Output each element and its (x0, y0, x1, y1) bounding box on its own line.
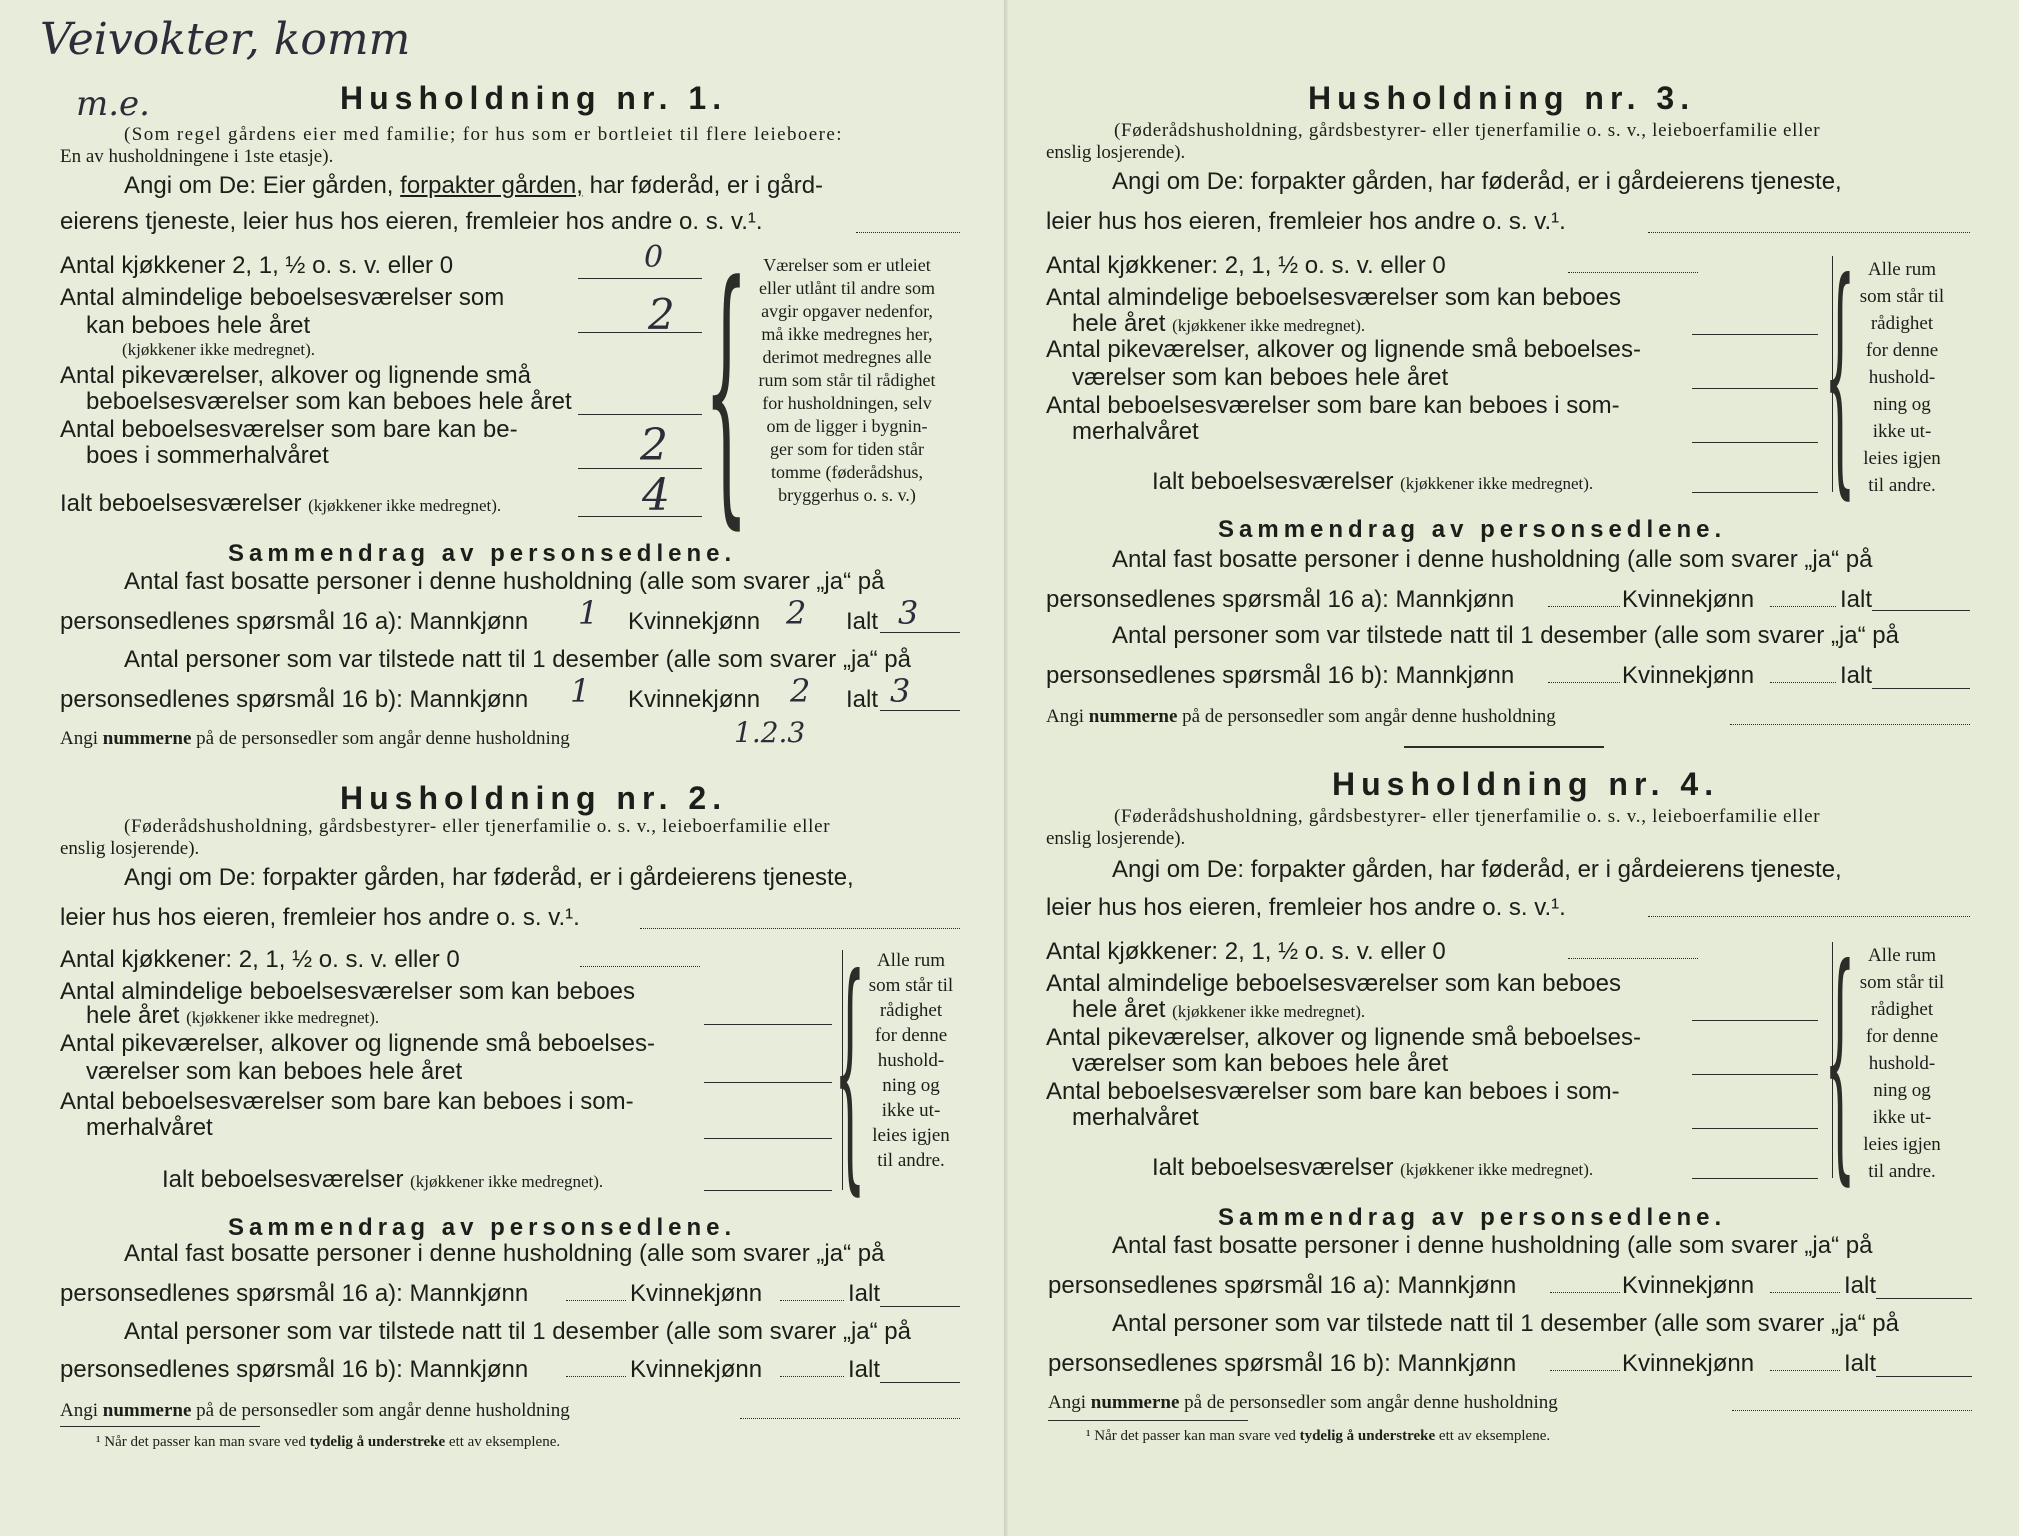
male-line-16a (1550, 1292, 1620, 1293)
household-1-title: Husholdning nr. 1. (340, 80, 728, 116)
household-1-summary-title: Sammendrag av personsedlene. (228, 540, 737, 567)
female-count-16b: 2 (790, 672, 811, 710)
total-label-16b: Ialt (848, 1356, 881, 1383)
household-3-summary-1b: personsedlenes spørsmål 16 a): Mannkjønn (1046, 586, 1515, 613)
maid-rooms-label-2: værelser som kan beboes hele året (1072, 364, 1449, 391)
male-count-16b: 1 (570, 672, 591, 710)
numbers-answer-line (1730, 724, 1970, 725)
summer-rooms-label-2: boes i sommerhalvåret (86, 442, 329, 469)
footnote-text: ¹ Når det passer kan man svare ved (96, 1434, 306, 1450)
household-2-question-1: Angi om De: forpakter gården, har føderåd, er i gårdeierens tjeneste, (124, 864, 854, 891)
total-answer-line-16b (880, 710, 960, 711)
side-note-line: derimot medregnes alle (762, 347, 932, 367)
numbers-bold: nummerne (102, 728, 192, 749)
side-note-line: om de ligger i bygnin- (766, 416, 928, 436)
household-4-question-1: Angi om De: forpakter gården, har føderåd, er i gårdeierens tjeneste, (1112, 856, 1842, 883)
total-rooms-note: (kjøkkener ikke medregnet). (1400, 474, 1594, 493)
female-label-16b: Kvinnekjønn (1622, 662, 1755, 689)
rooms-text: hele året (86, 1002, 180, 1029)
side-note-line: rådighet (1870, 999, 1934, 1020)
female-line-16a (780, 1300, 844, 1301)
total-line-16b (880, 1382, 960, 1383)
rooms-label-2 (1072, 996, 1365, 1024)
total-label-16b: Ialt (1844, 1350, 1877, 1377)
side-note-line: som står til (1859, 972, 1945, 993)
household-4-numbers-label (1048, 1392, 1558, 1414)
summer-rooms-label-2: merhalvåret (86, 1114, 213, 1141)
male-count-16a: 1 (578, 594, 599, 632)
household-2-question-2: leier hus hos eieren, fremleier hos andre o. s. v.¹. (60, 904, 580, 931)
numbers-text-cont: på de personsedler som angår denne husholdning (196, 1400, 570, 1421)
total-rooms-note: (kjøkkener ikke medregnet). (308, 496, 502, 515)
side-note-line: avgir opgaver nedenfor, (761, 301, 933, 321)
rooms-value: 2 (648, 290, 675, 339)
household-2-note-1: (Føderådshusholdning, gårdsbestyrer- eller tjenerfamilie o. s. v., leieboerfamilie eller (124, 816, 831, 837)
household-4-title: Husholdning nr. 4. (1332, 766, 1720, 802)
rooms-label-1: Antal almindelige beboelsesværelser som (60, 284, 505, 311)
handwritten-header: Veivokter, komm (40, 14, 411, 65)
summer-rooms-label-1: Antal beboelsesværelser som bare kan beboes i som- (1046, 1078, 1620, 1105)
rooms-label-3: (kjøkkener ikke medregnet). (122, 340, 316, 359)
household-2-note-2: enslig losjerende). (60, 838, 200, 859)
summer-rooms-answer-line (1692, 442, 1818, 443)
household-3-summary-2b: personsedlenes spørsmål 16 b): Mannkjønn (1046, 662, 1515, 689)
side-note-line: Alle rum (1867, 945, 1937, 966)
summer-rooms-label-2: merhalvåret (1072, 1104, 1199, 1131)
footnote (1086, 1428, 1550, 1445)
female-line-16b (780, 1376, 844, 1377)
household-4-side-note (1842, 942, 1962, 1185)
male-line-16b (566, 1376, 626, 1377)
summer-rooms-answer-line (704, 1138, 832, 1139)
rooms-label-1: Antal almindelige beboelsesværelser som kan beboes (60, 978, 635, 1005)
household-2-summary-title: Sammendrag av personsedlene. (228, 1214, 737, 1241)
household-2-side-note (856, 948, 966, 1173)
kitchens-label: Antal kjøkkener: 2, 1, ½ o. s. v. eller 0 (60, 946, 460, 973)
footnote-text-cont: ett av eksemplene. (448, 1434, 561, 1450)
household-3-numbers-label (1046, 706, 1556, 728)
question-underlined-option: forpakter gården, (400, 172, 583, 199)
footnote-text: ¹ Når det passer kan man svare ved (1086, 1428, 1296, 1444)
summer-rooms-answer-line (1692, 1128, 1818, 1129)
total-count-16b: 3 (890, 672, 911, 710)
maid-rooms-label-2: værelser som kan beboes hele året (1072, 1050, 1449, 1077)
numbers-text: Angi (1048, 1392, 1086, 1413)
household-3-summary-2a: Antal personer som var tilstede natt til 1 desember (alle som svarer „ja“ på (1112, 622, 1899, 649)
side-note-line: ger som for tiden står (770, 439, 924, 459)
male-line-16a (1548, 606, 1620, 607)
question-text: Angi om De: Eier gården, (124, 172, 394, 199)
female-label-16b: Kvinnekjønn (630, 1356, 763, 1383)
household-2-summary-2a: Antal personer som var tilstede natt til 1 desember (alle som svarer „ja“ på (124, 1318, 911, 1345)
rooms-note: (kjøkkener ikke medregnet). (186, 1008, 380, 1027)
total-label-16b: Ialt (1840, 662, 1873, 689)
household-1-question-line-2: eierens tjeneste, leier hus hos eieren, fremleier hos andre o. s. v.¹. (60, 208, 763, 235)
rooms-label-1: Antal almindelige beboelsesværelser som kan beboes (1046, 284, 1621, 311)
footnote-bold: tydelig å understreke (1299, 1428, 1436, 1444)
household-4-summary-2b: personsedlenes spørsmål 16 b): Mannkjønn (1048, 1350, 1517, 1377)
total-rooms-text: Ialt beboelsesværelser (1152, 468, 1394, 495)
numbers-text: Angi (60, 728, 98, 749)
summer-rooms-label-1: Antal beboelsesværelser som bare kan beboes i som- (1046, 392, 1620, 419)
maid-rooms-label-1: Antal pikeværelser, alkover og lignende små (60, 362, 531, 389)
rooms-label-2 (86, 1002, 379, 1030)
numbers-text-cont: på de personsedler som angår denne husholdning (1182, 706, 1556, 727)
female-line-16a (1770, 1292, 1840, 1293)
total-rooms-text: Ialt beboelsesværelser (162, 1166, 404, 1193)
question-answer-line (856, 232, 960, 233)
rooms-answer-line (1692, 334, 1818, 335)
total-rooms-answer-line (578, 516, 702, 517)
female-label-16a: Kvinnekjønn (1622, 1272, 1755, 1299)
total-line-16b (1872, 688, 1970, 689)
total-rooms-note: (kjøkkener ikke medregnet). (410, 1172, 604, 1191)
rooms-answer-line (704, 1024, 832, 1025)
summer-rooms-value: 2 (640, 420, 668, 471)
total-label-16a: Ialt (846, 608, 879, 635)
rooms-label-2 (1072, 310, 1365, 338)
numbers-bold: nummerne (1088, 706, 1178, 727)
household-1-side-note (732, 254, 962, 507)
side-note-line: eller utlånt til andre som (759, 278, 935, 298)
side-note-line: hushold- (1868, 367, 1936, 388)
kitchens-value: 0 (644, 240, 664, 275)
household-3-summary-title: Sammendrag av personsedlene. (1218, 516, 1727, 543)
female-label-16b: Kvinnekjønn (628, 686, 761, 713)
side-note-line: ning og (1873, 1080, 1931, 1101)
total-rooms-text: Ialt beboelsesværelser (60, 490, 302, 517)
handwritten-initials: m.e. (76, 84, 150, 124)
household-4-question-2: leier hus hos eieren, fremleier hos andre o. s. v.¹. (1046, 894, 1566, 921)
side-note-line: for denne (1865, 1026, 1939, 1047)
household-2-numbers-label (60, 1400, 570, 1422)
side-note-line: Alle rum (876, 950, 946, 971)
household-3-note-2: enslig losjerende). (1046, 142, 1186, 163)
side-note-line: ning og (882, 1075, 940, 1096)
side-note-line: Værelser som er utleiet (763, 255, 931, 275)
total-rooms-note: (kjøkkener ikke medregnet). (1400, 1160, 1594, 1179)
brace-icon: { (1824, 915, 1856, 1206)
household-2-summary-1a: Antal fast bosatte personer i denne husholdning (alle som svarer „ja“ på (124, 1240, 885, 1267)
side-note-line: leies igjen (872, 1125, 950, 1146)
side-note-line: må ikke medregnes her, (761, 324, 933, 344)
total-line-16a (1872, 610, 1970, 611)
kitchens-dots (1568, 958, 1698, 959)
numbers-text: Angi (60, 1400, 98, 1421)
total-label-16a: Ialt (1844, 1272, 1877, 1299)
household-1-note-2: En av husholdningene i 1ste etasje). (60, 146, 334, 167)
household-3-note-1: (Føderådshusholdning, gårdsbestyrer- eller tjenerfamilie o. s. v., leieboerfamilie eller (1114, 120, 1821, 141)
rooms-answer-line (1692, 1020, 1818, 1021)
household-4-summary-title: Sammendrag av personsedlene. (1218, 1204, 1727, 1231)
household-3-question-1: Angi om De: forpakter gården, har føderåd, er i gårdeierens tjeneste, (1112, 168, 1842, 195)
question-answer-line (640, 928, 960, 929)
right-page (1008, 0, 2019, 1536)
question-text-cont: har føderåd, er i gård- (589, 172, 824, 199)
maid-rooms-answer-line (578, 414, 702, 415)
total-rooms-text: Ialt beboelsesværelser (1152, 1154, 1394, 1181)
kitchens-label: Antal kjøkkener: 2, 1, ½ o. s. v. eller 0 (1046, 252, 1446, 279)
side-note-line: til andre. (877, 1150, 945, 1171)
side-note-line: for husholdningen, selv (762, 393, 932, 413)
side-note-line: leies igjen (1863, 1134, 1941, 1155)
total-rooms-value: 4 (642, 470, 670, 521)
numbers-text-cont: på de personsedler som angår denne husholdning (196, 728, 570, 749)
rooms-answer-line (578, 332, 702, 333)
household-4-summary-2a: Antal personer som var tilstede natt til 1 desember (alle som svarer „ja“ på (1112, 1310, 1899, 1337)
maid-rooms-answer-line (704, 1082, 832, 1083)
side-note-line: som står til (868, 975, 954, 996)
total-count-16a: 3 (898, 594, 919, 632)
household-2-title: Husholdning nr. 2. (340, 780, 728, 816)
total-rooms-answer-line (1692, 492, 1818, 493)
person-numbers-value: 1.2.3 (734, 716, 806, 749)
question-answer-line (1648, 232, 1970, 233)
maid-rooms-label-2: værelser som kan beboes hele året (86, 1058, 463, 1085)
question-answer-line (1648, 916, 1970, 917)
kitchens-label: Antal kjøkkener: 2, 1, ½ o. s. v. eller 0 (1046, 938, 1446, 965)
household-1-summary-2a: Antal personer som var tilstede natt til 1 desember (alle som svarer „ja“ på (124, 646, 911, 673)
section-separator (1404, 746, 1604, 748)
total-label-16a: Ialt (848, 1280, 881, 1307)
side-note-line: for denne (1865, 340, 1939, 361)
summer-rooms-label-1: Antal beboelsesværelser som bare kan beboes i som- (60, 1088, 634, 1115)
household-3-side-note (1842, 256, 1962, 499)
left-page (0, 0, 1008, 1536)
female-label-16b: Kvinnekjønn (1622, 1350, 1755, 1377)
total-label-16a: Ialt (1840, 586, 1873, 613)
side-note-line: for denne (874, 1025, 948, 1046)
male-line-16b (1548, 682, 1620, 683)
side-note-line: rådighet (879, 1000, 943, 1021)
male-line-16b (1550, 1370, 1620, 1371)
household-3-summary-1a: Antal fast bosatte personer i denne husholdning (alle som svarer „ja“ på (1112, 546, 1873, 573)
household-4-summary-1b: personsedlenes spørsmål 16 a): Mannkjønn (1048, 1272, 1517, 1299)
maid-rooms-label-2: beboelsesværelser som kan beboes hele året (86, 388, 572, 415)
total-label-16b: Ialt (846, 686, 879, 713)
numbers-text: Angi (1046, 706, 1084, 727)
male-line-16a (566, 1300, 626, 1301)
household-1-summary-1a: Antal fast bosatte personer i denne husholdning (alle som svarer „ja“ på (124, 568, 885, 595)
side-note-line: til andre. (1868, 475, 1936, 496)
female-label-16a: Kvinnekjønn (630, 1280, 763, 1307)
total-line-16a (880, 1306, 960, 1307)
rooms-label-1: Antal almindelige beboelsesværelser som kan beboes (1046, 970, 1621, 997)
total-line-16b (1876, 1376, 1972, 1377)
maid-rooms-label-1: Antal pikeværelser, alkover og lignende små beboelses- (1046, 336, 1641, 363)
side-note-line: hushold- (877, 1050, 945, 1071)
household-4-summary-1a: Antal fast bosatte personer i denne husholdning (alle som svarer „ja“ på (1112, 1232, 1873, 1259)
rooms-text: hele året (1072, 996, 1166, 1023)
total-line-16a (1876, 1298, 1972, 1299)
side-note-line: Alle rum (1867, 259, 1937, 280)
female-label-16a: Kvinnekjønn (1622, 586, 1755, 613)
household-1-summary-2b: personsedlenes spørsmål 16 b): Mannkjønn (60, 686, 529, 713)
household-4-note-1: (Føderådshusholdning, gårdsbestyrer- eller tjenerfamilie o. s. v., leieboerfamilie eller (1114, 806, 1821, 827)
household-2-summary-1b: personsedlenes spørsmål 16 a): Mannkjønn (60, 1280, 529, 1307)
side-note-line: rum som står til rådighet (758, 370, 936, 390)
numbers-bold: nummerne (102, 1400, 192, 1421)
household-1-summary-1b (60, 608, 528, 636)
brace-icon: { (704, 227, 749, 553)
maid-rooms-answer-line (1692, 388, 1818, 389)
side-note-line: ikke ut- (1872, 421, 1932, 442)
side-note-line: ning og (1873, 394, 1931, 415)
summer-rooms-label-2: merhalvåret (1072, 418, 1199, 445)
brace-icon: { (1824, 229, 1856, 520)
numbers-answer-line (1732, 1410, 1972, 1411)
kitchens-dots (1568, 272, 1698, 273)
side-note-line: ikke ut- (1872, 1107, 1932, 1128)
total-rooms-label (1152, 1154, 1593, 1182)
side-note-line: leies igjen (1863, 448, 1941, 469)
household-2-summary-2b: personsedlenes spørsmål 16 b): Mannkjønn (60, 1356, 529, 1383)
summer-rooms-label-1: Antal beboelsesværelser som bare kan be- (60, 416, 518, 443)
total-rooms-label (1152, 468, 1593, 496)
female-line-16a (1770, 606, 1836, 607)
footnote-rule (60, 1426, 260, 1427)
household-1-note-1: (Som regel gårdens eier med familie; for hus som er bortleiet til flere leieboere: (124, 124, 843, 145)
footnote-rule (1048, 1420, 1248, 1421)
side-note-line: tomme (føderådshus, (771, 462, 923, 482)
side-note-line: bryggerhus o. s. v.) (778, 485, 916, 505)
total-rooms-answer-line (704, 1190, 832, 1191)
numbers-bold: nummerne (1090, 1392, 1180, 1413)
numbers-text-cont: på de personsedler som angår denne husholdning (1184, 1392, 1558, 1413)
maid-rooms-label-1: Antal pikeværelser, alkover og lignende små beboelses- (60, 1030, 655, 1057)
household-3-title: Husholdning nr. 3. (1308, 80, 1696, 116)
side-note-line: rådighet (1870, 313, 1934, 334)
total-rooms-label (60, 490, 501, 518)
total-rooms-answer-line (1692, 1178, 1818, 1179)
numbers-answer-line (740, 1418, 960, 1419)
female-count-16a: 2 (786, 594, 807, 632)
female-label-16a: Kvinnekjønn (628, 608, 761, 635)
household-4-note-2: enslig losjerende). (1046, 828, 1186, 849)
household-1-numbers-label (60, 728, 570, 750)
female-line-16b (1770, 682, 1836, 683)
kitchens-dots (580, 966, 700, 967)
side-note-line: som står til (1859, 286, 1945, 307)
household-3-question-2: leier hus hos eieren, fremleier hos andre o. s. v.¹. (1046, 208, 1566, 235)
brace-icon: { (834, 925, 866, 1216)
kitchens-label: Antal kjøkkener 2, 1, ½ o. s. v. eller 0 (60, 252, 454, 279)
rooms-text: hele året (1072, 310, 1166, 337)
footnote-text-cont: ett av eksemplene. (1438, 1428, 1551, 1444)
household-1-question-line-1 (124, 172, 823, 200)
maid-rooms-label-1: Antal pikeværelser, alkover og lignende små beboelses- (1046, 1024, 1641, 1051)
footnote (96, 1434, 560, 1451)
total-rooms-label (162, 1166, 603, 1194)
side-note-line: til andre. (1868, 1161, 1936, 1182)
female-line-16b (1770, 1370, 1840, 1371)
side-note-line: ikke ut- (881, 1100, 941, 1121)
rooms-note: (kjøkkener ikke medregnet). (1172, 1002, 1366, 1021)
maid-rooms-answer-line (1692, 1074, 1818, 1075)
footnote-bold: tydelig å understreke (309, 1434, 446, 1450)
kitchens-answer-line (578, 278, 702, 279)
side-note-line: hushold- (1868, 1053, 1936, 1074)
total-answer-line-16a (880, 632, 960, 633)
rooms-note: (kjøkkener ikke medregnet). (1172, 316, 1366, 335)
summary-label: personsedlenes spørsmål 16 a): Mannkjønn (60, 608, 529, 635)
rooms-label-2: kan beboes hele året (86, 312, 311, 339)
